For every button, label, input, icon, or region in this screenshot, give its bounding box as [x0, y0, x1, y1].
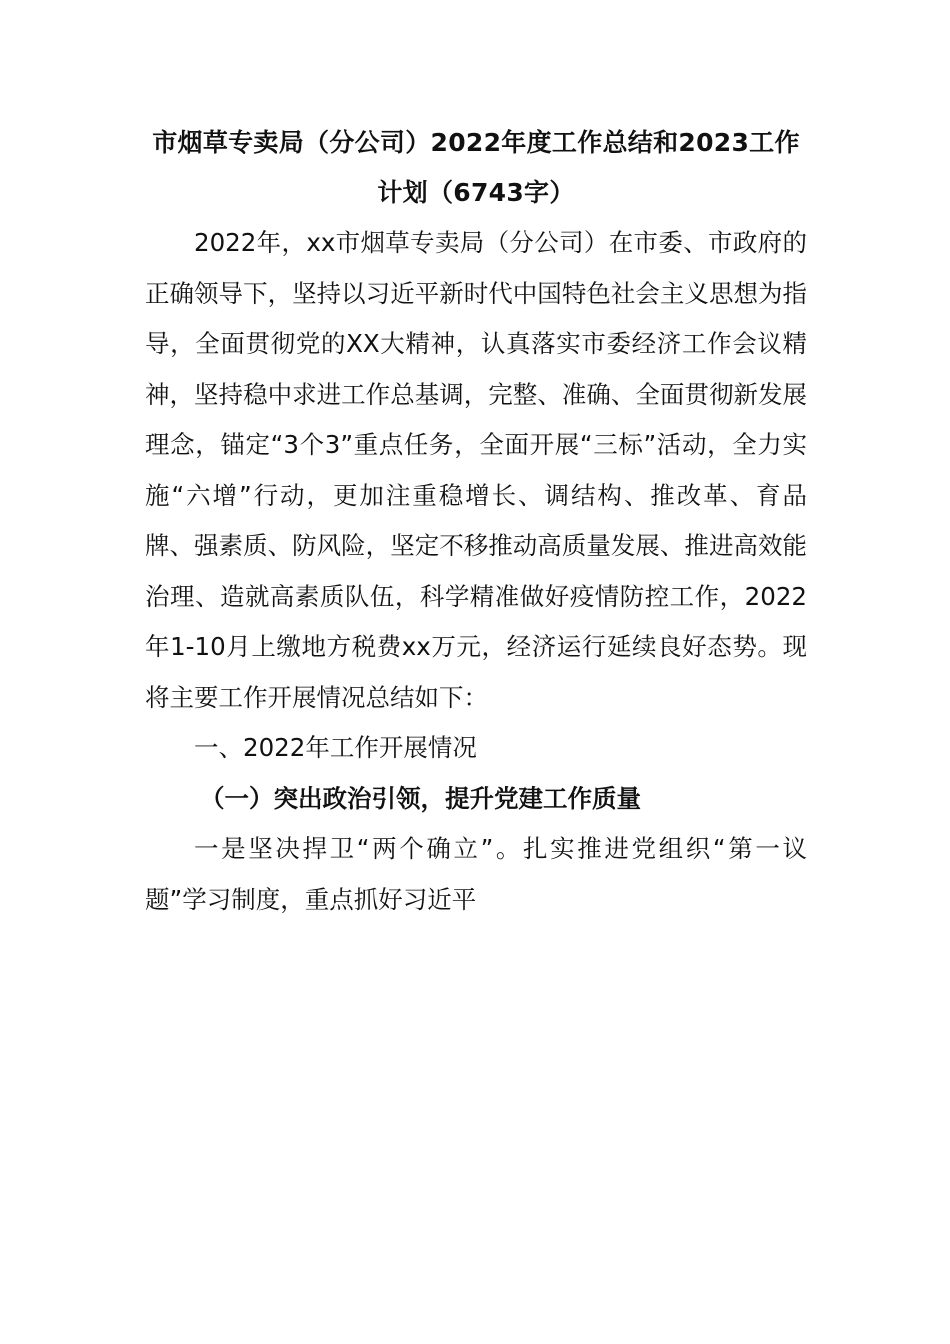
intro-paragraph: 2022年，xx市烟草专卖局（分公司）在市委、市政府的正确领导下，坚持以习近平新时代中国特色社会主义思想为指导，全面贯彻党的XX大精神，认真落实市委经济工作会议精神，坚持稳中求进工作总基调，完整、准确、全面贯彻新发展理念，锚定“3个3”重点任务，全面开展“三标”活动，全力实施“六增”行动，更加注重稳增长、调结构、推改革、育品牌、强素质、防风险，坚定不移推动高质量发展、推进高效能治理、造就高素质队伍，科学精准做好疫情防控工作，2022年1-10月上缴地方税费xx万元，经济运行延续良好态势。现将主要工作开展情况总结如下：	[145, 228, 807, 712]
sub-heading: （一）突出政治引领，提升党建工作质量	[200, 783, 641, 813]
body-paragraph: 一是坚决捍卫“两个确立”。扎实推进党组织“第一议题”学习制度，重点抓好习近平	[145, 834, 807, 914]
document-title: 市烟草专卖局（分公司）2022年度工作总结和2023工作计划（6743字）	[152, 128, 800, 207]
section-heading: 一、2022年工作开展情况	[194, 733, 477, 762]
document-body	[145, 118, 807, 925]
